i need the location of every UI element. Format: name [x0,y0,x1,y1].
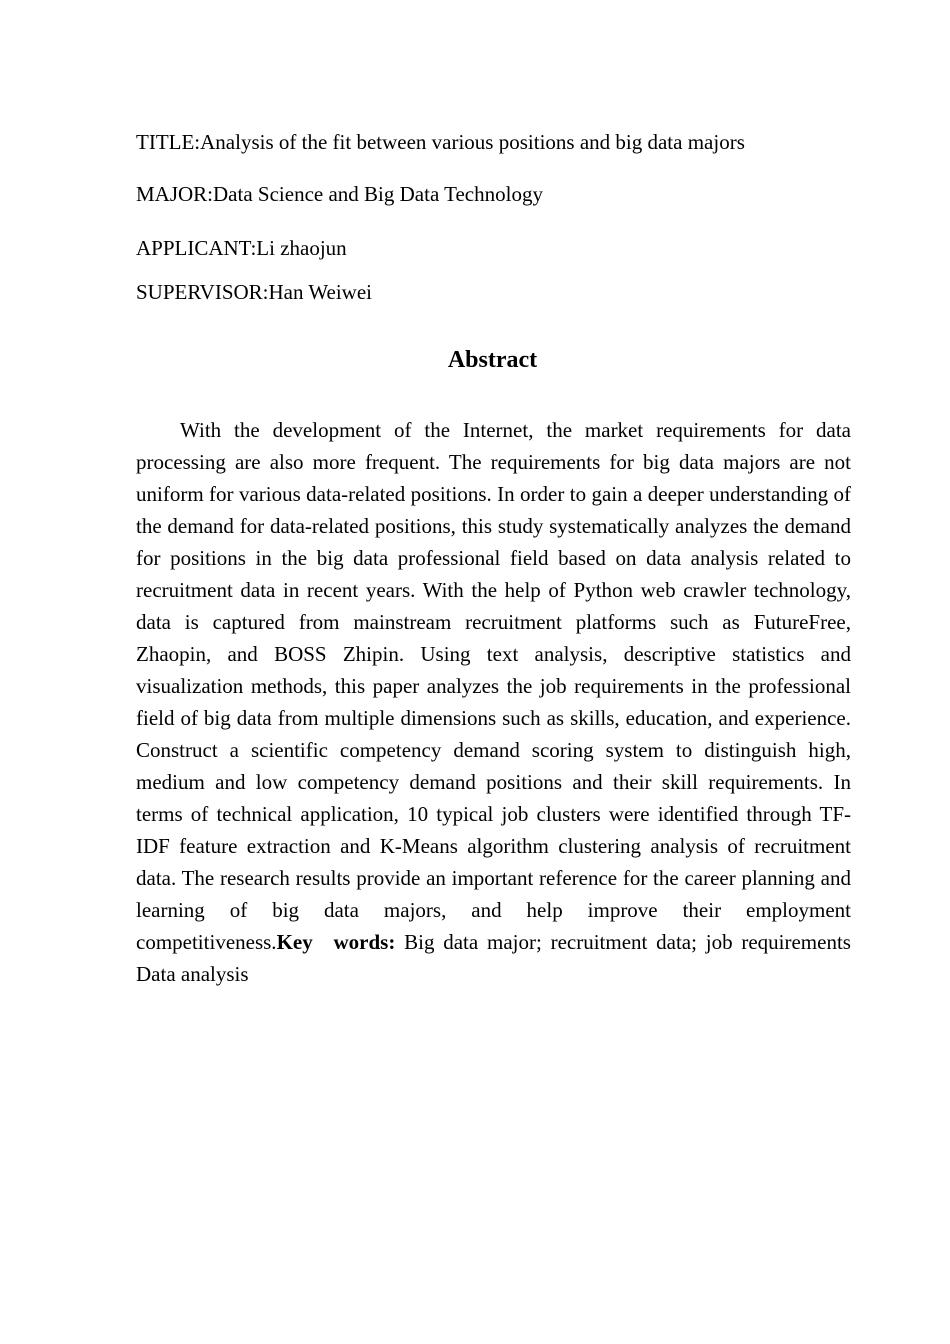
keywords-label: Key words: [276,930,396,954]
thesis-supervisor: SUPERVISOR:Han Weiwei [136,280,372,304]
abstract-paragraph [136,414,851,990]
thesis-title: TITLE:Analysis of the fit between various positions and big data majors [136,130,745,154]
thesis-major: MAJOR:Data Science and Big Data Technology [136,182,543,206]
keywords-text: Big data major; recruitment data; job requirements Data analysis [136,930,851,986]
abstract-body-text: With the development of the Internet, the market requirements for data processing are also more frequent. The requirements for big data majors are not uniform for various data-related positions. In order to gain a deeper understanding of the demand for data-related positions, this study systematically analyzes the demand for positions in the big data professional field based on data analysis related to recruitment data in recent years. With the help of Python web crawler technology, data is captured from mainstream recruitment platforms such as FutureFree, Zhaopin, and BOSS Zhipin. Using text analysis, descriptive statistics and visualization methods, this paper analyzes the job requirements in the professional field of big data from multiple dimensions such as skills, education, and experience. Construct a scientific competency demand scoring system to distinguish high, medium and low competency demand positions and their skill requirements. In terms of technical application, 10 typical job clusters were identified through TF-IDF feature extraction and K-Means algorithm clustering analysis of recruitment data. The research results provide an important reference for the career planning and learning of big data majors, and help improve their employment competitiveness. [136,418,851,954]
abstract-heading: Abstract [447,347,538,373]
thesis-applicant: APPLICANT:Li zhaojun [136,236,347,260]
